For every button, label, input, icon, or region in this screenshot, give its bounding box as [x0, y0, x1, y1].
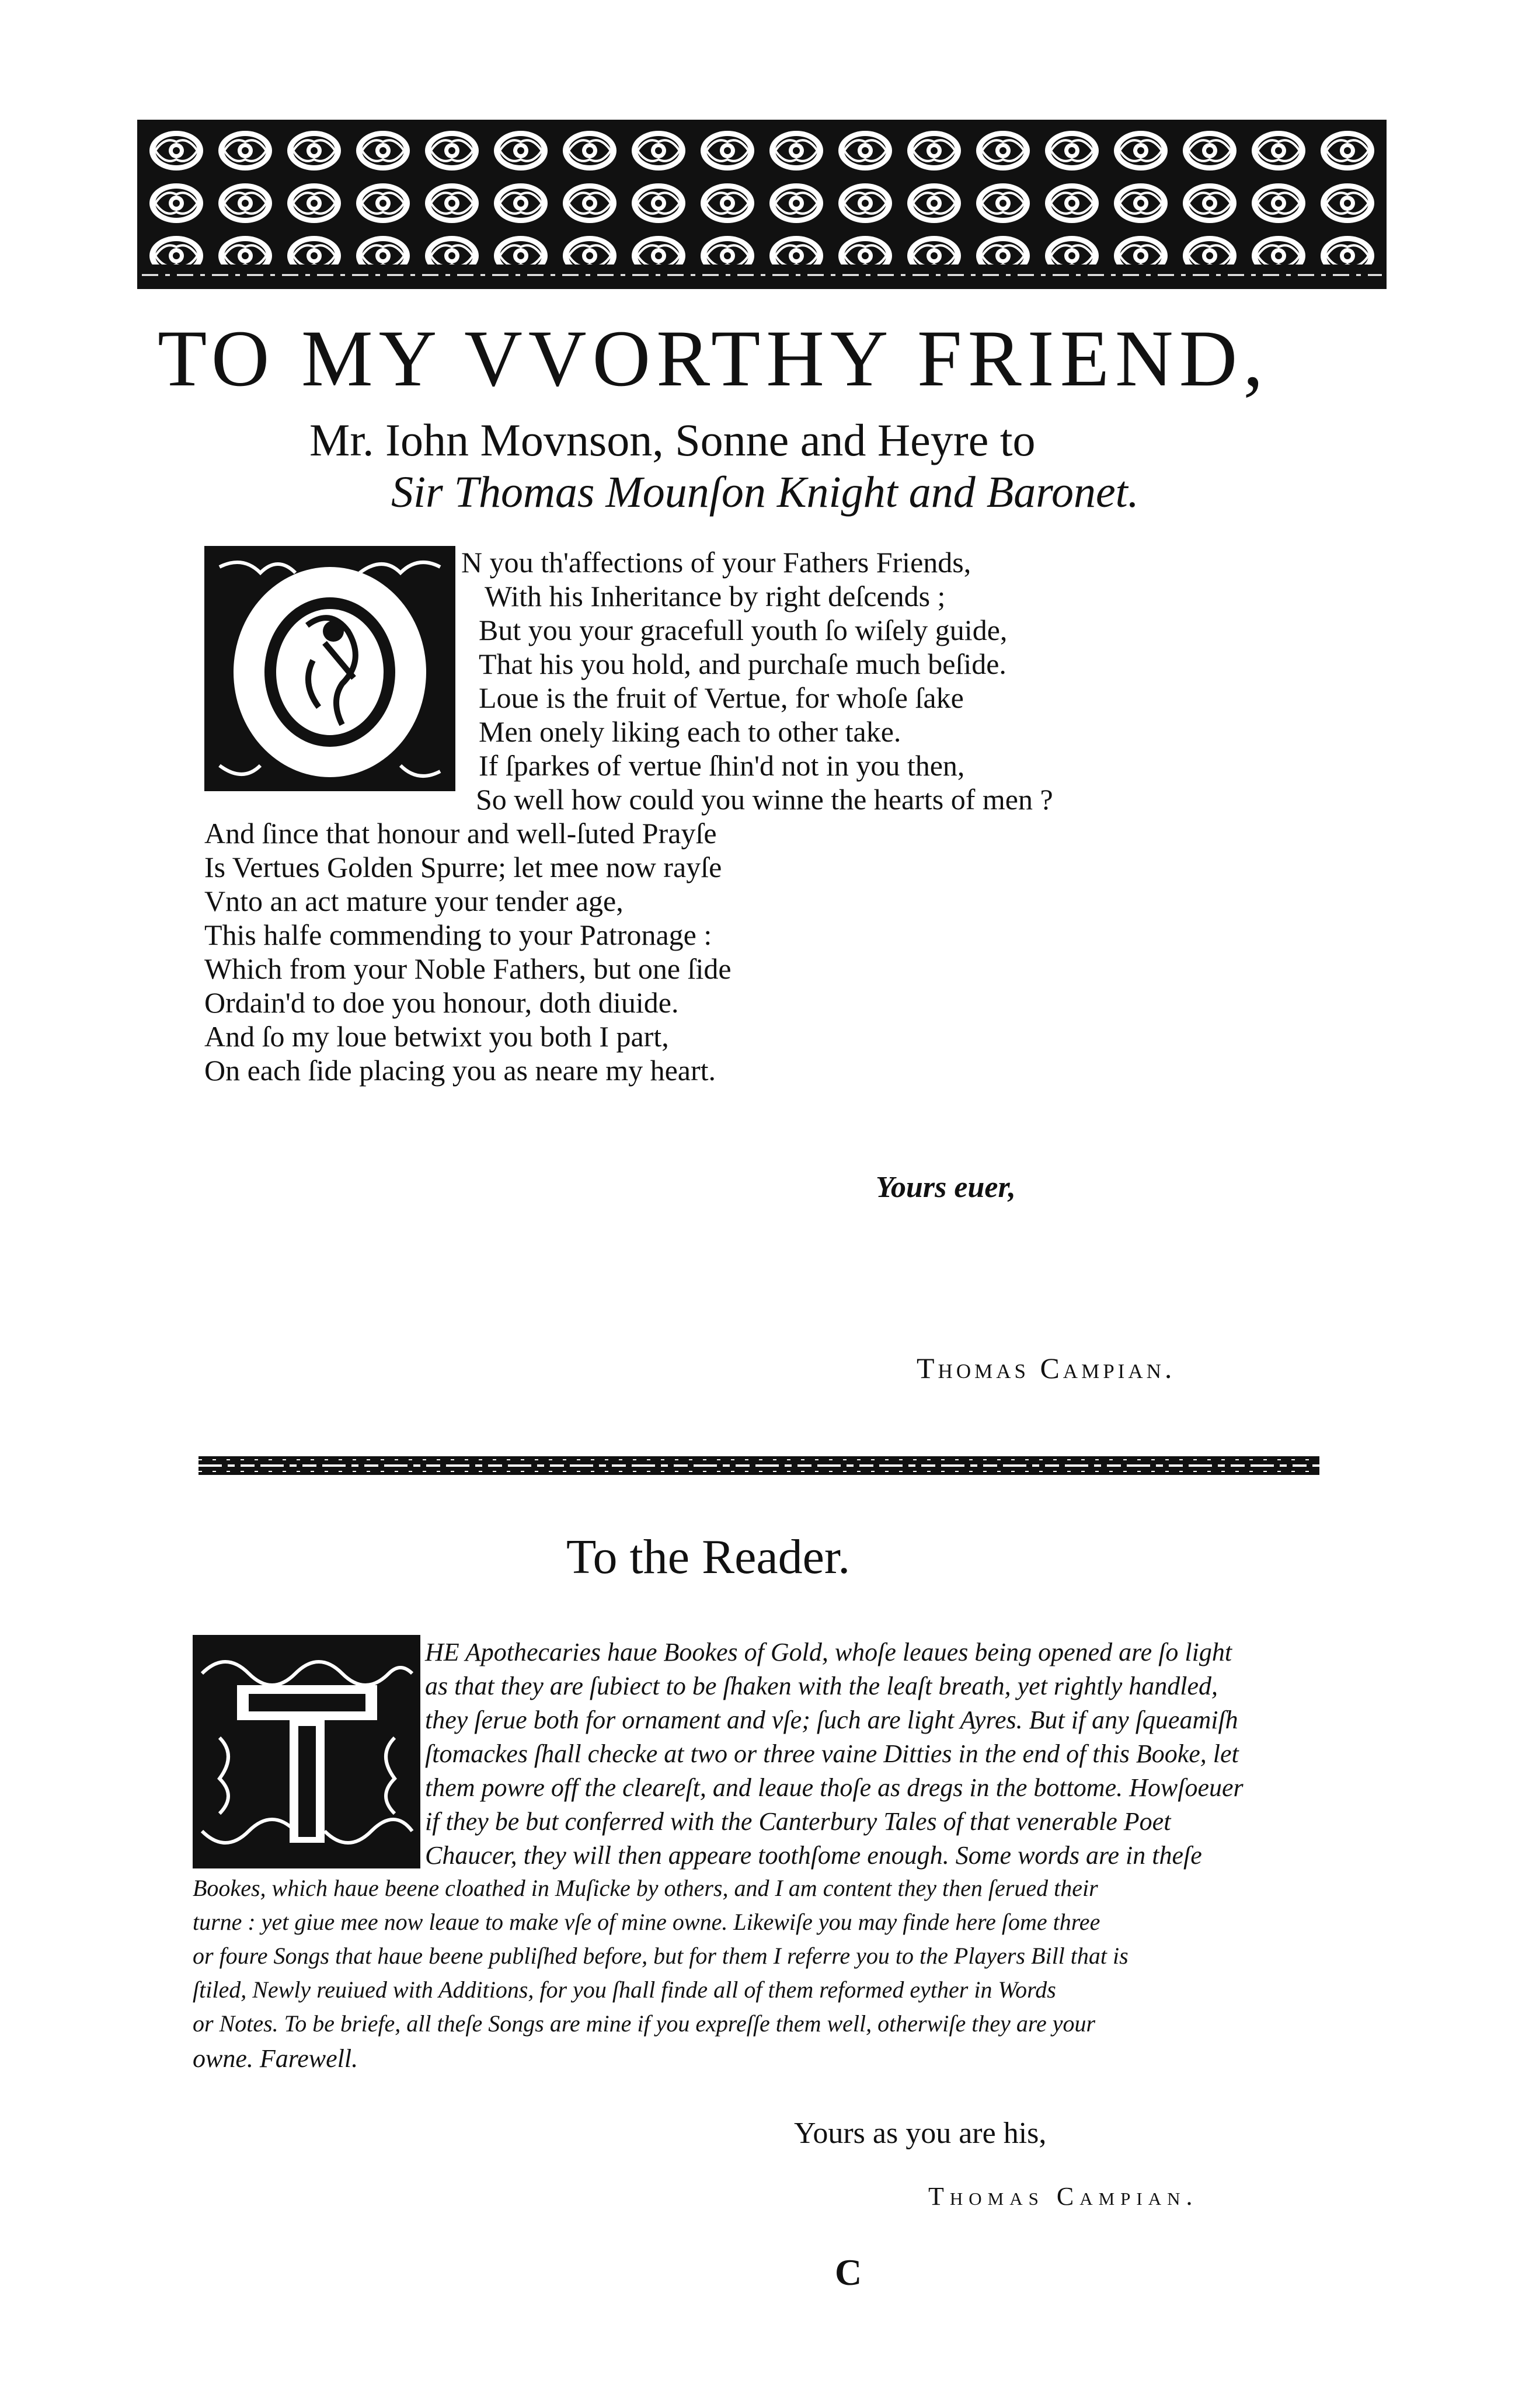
- poem-line: So well how could you winne the hearts of men ?: [476, 783, 1053, 816]
- reader-line: ſtiled, Newly reuiued with Additions, for you ſhall finde all of them reformed eyther in Words: [193, 1976, 1056, 2003]
- dedication-subtitle-1: Mr. Iohn Movnson, Sonne and Heyre to: [309, 415, 1036, 465]
- signature-mark: C: [835, 2252, 862, 2293]
- reader-line: or Notes. To be briefe, all theſe Songs are mine if you expreſſe them well, otherwiſe they are your: [193, 2010, 1096, 2037]
- poem-line: Vnto an act mature your tender age,: [204, 885, 624, 917]
- initial-o-ornament: [208, 549, 452, 788]
- divider-ornament: [198, 1454, 1319, 1477]
- reader-line: as that they are ſubiect to be ſhaken with the leaſt breath, yet rightly handled,: [425, 1672, 1218, 1700]
- poem-line: Which from your Noble Fathers, but one ſide: [204, 952, 732, 985]
- poem-line: On each ſide placing you as neare my heart.: [204, 1054, 716, 1087]
- dedication-subtitle-2: Sir Thomas Mounſon Knight and Baronet.: [391, 468, 1139, 517]
- reader-line: owne. Farewell.: [193, 2044, 358, 2073]
- poem-line: And ſo my loue betwixt you both I part,: [204, 1020, 669, 1053]
- poem-line: If ſparkes of vertue ſhin'd not in you then,: [479, 749, 965, 782]
- headpiece-ornament-pattern: [142, 124, 1382, 286]
- reader-line: Chaucer, they will then appeare toothſome enough. Some words are in theſe: [425, 1841, 1202, 1870]
- poem-line: Loue is the fruit of Vertue, for whoſe ſake: [479, 681, 964, 714]
- poem-line: Ordain'd to doe you honour, doth diuide.: [204, 986, 679, 1019]
- reader-line: Bookes, which haue beene cloathed in Muſicke by others, and I am content they then ſerued their: [193, 1875, 1098, 1901]
- poem-line: Men onely liking each to other take.: [479, 715, 901, 748]
- reader-heading: To the Reader.: [566, 1530, 851, 1584]
- poem-line: This halfe commending to your Patronage :: [204, 918, 712, 951]
- dedication-heading: TO MY VVORTHY FRIEND,: [158, 314, 1269, 403]
- poem-line: But you your gracefull youth ſo wiſely guide,: [479, 614, 1008, 646]
- dedication-closing: Yours euer,: [876, 1171, 1016, 1204]
- reader-line: them powre off the cleareſt, and leaue thoſe as dregs in the bottome. Howſoeuer: [425, 1773, 1244, 1802]
- dedication-signature: Thomas Campian.: [917, 1352, 1176, 1384]
- poem-line: Is Vertues Golden Spurre; let mee now rayſe: [204, 851, 722, 883]
- decorated-initial-o: [204, 546, 455, 791]
- reader-line: or foure Songs that haue beene publiſhed before, but for them I referre you to the Players Bill that is: [193, 1943, 1129, 1969]
- poem-line: N you th'affections of your Fathers Friends,: [461, 546, 971, 579]
- reader-line: HE Apothecaries haue Bookes of Gold, whoſe leaues being opened are ſo light: [425, 1638, 1232, 1666]
- poem-line: That his you hold, and purchaſe much beſide.: [479, 648, 1006, 680]
- poem-line: And ſince that honour and well-ſuted Prayſe: [204, 817, 717, 850]
- ornamental-divider: [198, 1454, 1319, 1477]
- reader-line: turne : yet giue mee now leaue to make vſe of mine owne. Likewiſe you may finde here ſome three: [193, 1909, 1100, 1935]
- poem-line: With his Inheritance by right deſcends ;: [485, 580, 946, 613]
- reader-line: if they be but conferred with the Canterbury Tales of that venerable Poet: [425, 1807, 1171, 1836]
- reader-signature: Thomas Campian.: [928, 2182, 1199, 2211]
- decorated-initial-t: [193, 1635, 420, 1868]
- initial-t-ornament: [196, 1638, 417, 1865]
- reader-line: ſtomackes ſhall checke at two or three vaine Ditties in the end of this Booke, let: [425, 1739, 1239, 1768]
- ornamental-headpiece: [137, 120, 1387, 289]
- reader-closing: Yours as you are his,: [794, 2117, 1047, 2150]
- reader-line: they ſerue both for ornament and vſe; ſuch are light Ayres. But if any ſqueamiſh: [425, 1706, 1238, 1734]
